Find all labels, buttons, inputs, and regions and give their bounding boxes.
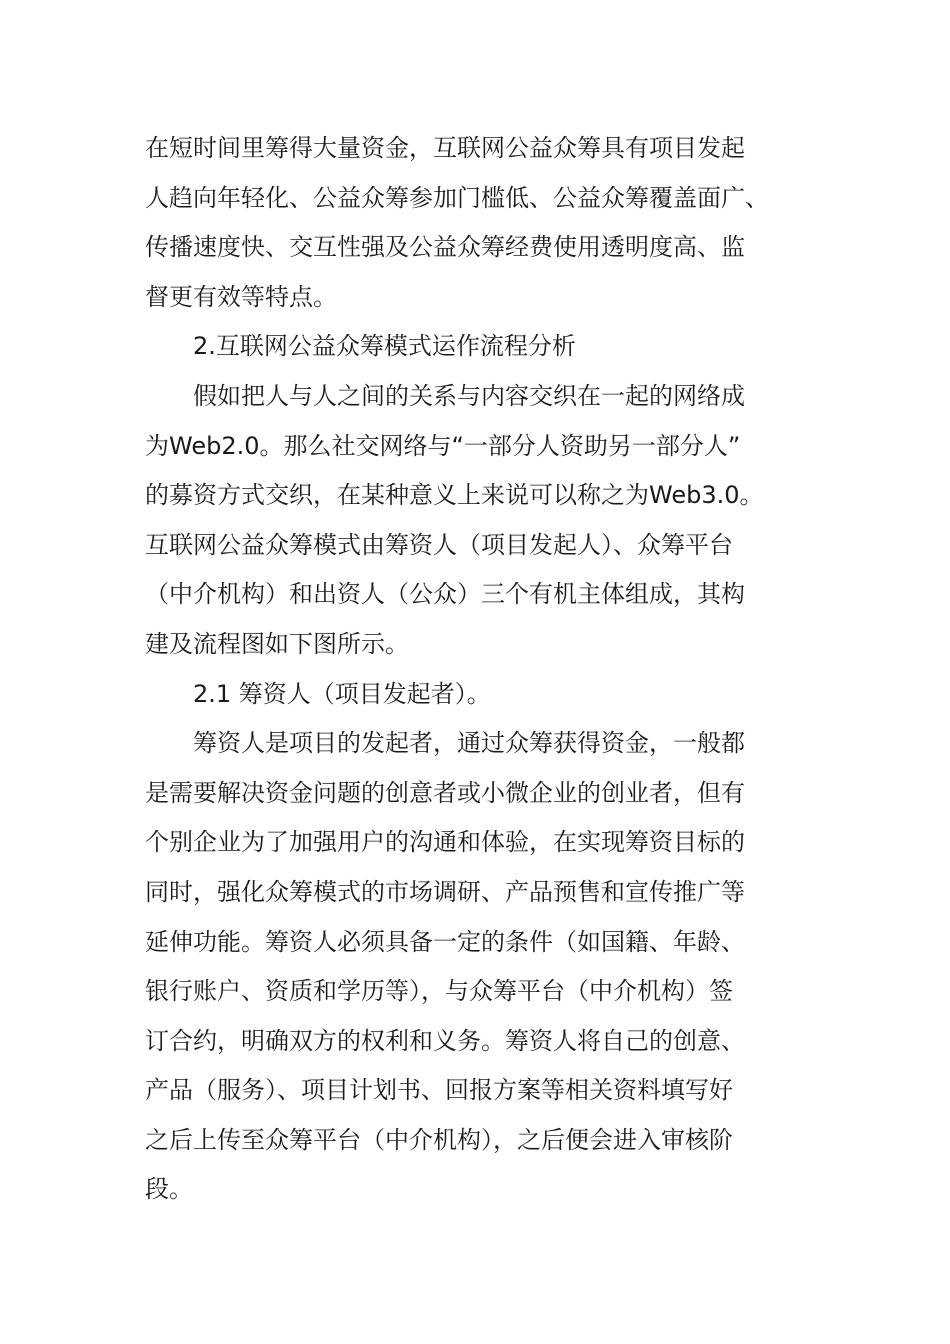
text-line: 是需要解决资金问题的创意者或小微企业的创业者，但有: [145, 778, 745, 807]
text-line: 人趋向年轻化、公益众筹参加门槛低、公益众筹覆盖面广、: [145, 183, 769, 212]
text-line: 同时，强化众筹模式的市场调研、产品预售和宣传推广等: [145, 877, 745, 906]
text-line: 督更有效等特点。: [145, 282, 337, 311]
text-line: （中介机构）和出资人（公众）三个有机主体组成，其构: [145, 580, 745, 609]
text-line: 假如把人与人之间的关系与内容交织在一起的网络成: [193, 381, 745, 410]
text-line: 产品（服务）、项目计划书、回报方案等相关资料填写好: [145, 1076, 733, 1105]
text-line: 传播速度快、交互性强及公益众筹经费使用透明度高、监: [145, 233, 745, 262]
text-line: 个别企业为了加强用户的沟通和体验，在实现筹资目标的: [145, 828, 745, 857]
text-line: 2.互联网公益众筹模式运作流程分析: [193, 332, 576, 361]
text-line: 在短时间里筹得大量资金，互联网公益众筹具有项目发起: [145, 134, 745, 162]
text-line: 2.1 筹资人（项目发起者）。: [193, 679, 491, 708]
text-line: 筹资人是项目的发起者，通过众筹获得资金，一般都: [193, 729, 745, 758]
text-line: 之后上传至众筹平台（中介机构），之后便会进入审核阶: [145, 1125, 733, 1154]
document-body: [145, 124, 815, 1215]
text-line: 建及流程图如下图所示。: [145, 629, 409, 658]
text-line: 为Web2.0。那么社交网络与“一部分人资助另一部分人”: [145, 431, 741, 460]
text-line: 互联网公益众筹模式由筹资人（项目发起人）、众筹平台: [145, 530, 733, 559]
text-line: 段。: [145, 1175, 193, 1204]
text-line: 的募资方式交织，在某种意义上来说可以称之为Web3.0。: [145, 481, 764, 510]
text-line: 订合约，明确双方的权利和义务。筹资人将自己的创意、: [145, 1026, 745, 1055]
text-line: 延伸功能。筹资人必须具备一定的条件（如国籍、年龄、: [145, 927, 745, 956]
text-line: 银行账户、资质和学历等），与众筹平台（中介机构）签: [145, 977, 733, 1006]
